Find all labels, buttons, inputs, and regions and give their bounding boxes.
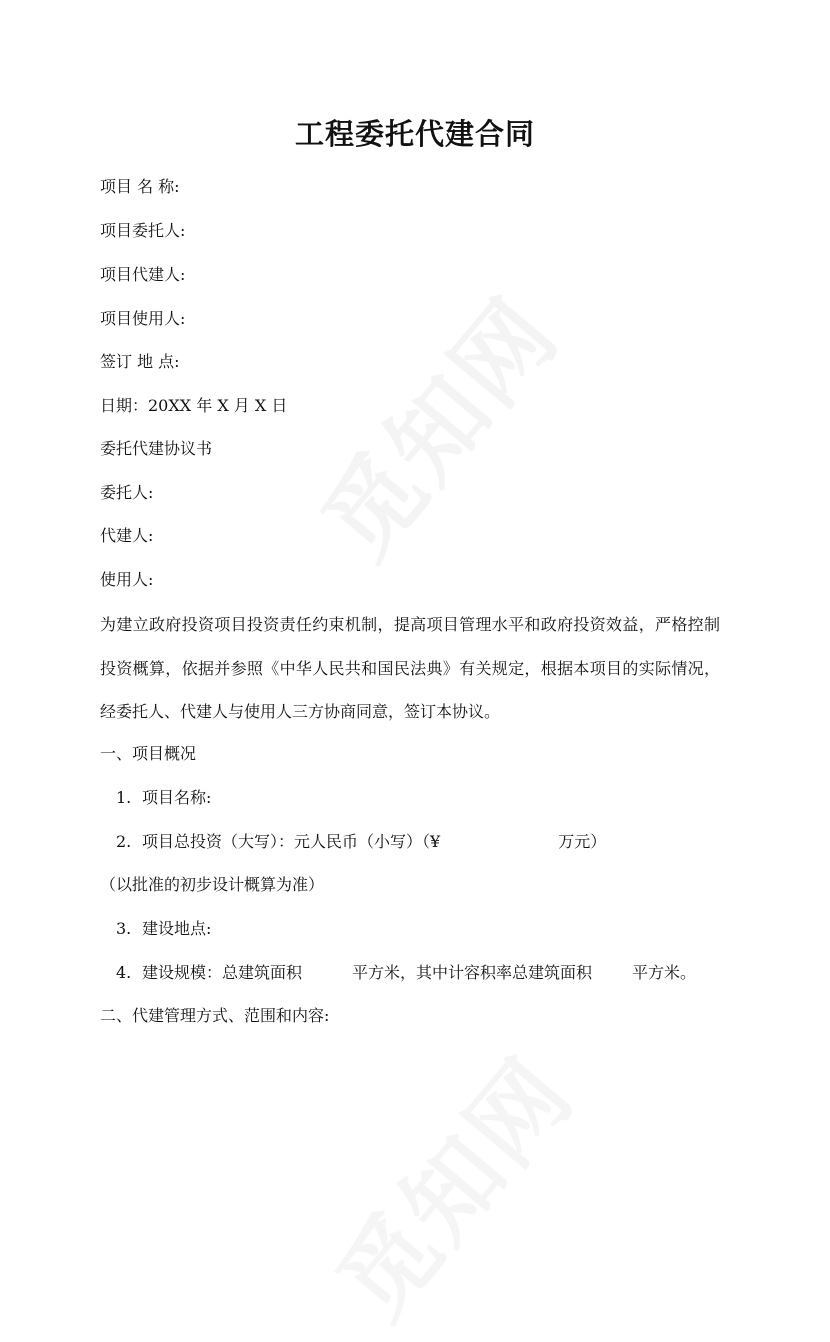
- section2-heading: 二、代建管理方式、范围和内容:: [100, 1006, 330, 1025]
- field-project-name: 项目 名 称:: [100, 177, 180, 196]
- section1-item4: [116, 962, 696, 984]
- agreement-title: 委托代建协议书: [100, 439, 213, 458]
- item-text: 项目总投资（大写）：元人民币（小写）（¥: [142, 832, 441, 851]
- section1-item3: [116, 918, 211, 940]
- field-project-agent: 项目代建人:: [100, 265, 186, 284]
- item-text-b: 平方米，其中计容积率总建筑面积: [352, 963, 593, 982]
- party-client: 委托人:: [100, 483, 154, 502]
- party-agent: 代建人:: [100, 526, 154, 545]
- field-project-user: 项目使用人:: [100, 309, 186, 328]
- field-project-client: 项目委托人:: [100, 221, 186, 240]
- watermark: [286, 265, 584, 583]
- item-number: 4.: [116, 963, 132, 982]
- section1-item1: [116, 787, 211, 809]
- party-user: 使用人:: [100, 570, 154, 589]
- item-unit: 万元）: [558, 832, 607, 851]
- document-title: 工程委托代建合同: [294, 117, 535, 151]
- item-text: 项目名称:: [142, 788, 212, 807]
- watermark-bottom: [301, 1025, 599, 1342]
- item-text-c: 平方米。: [632, 963, 697, 982]
- item-number: 3.: [116, 919, 132, 938]
- field-signing-location: 签订 地 点:: [100, 352, 180, 371]
- section1-item2: [116, 831, 606, 853]
- section1-item2-note: （以批准的初步设计概算为准）: [100, 875, 325, 894]
- item-number: 1.: [116, 788, 132, 807]
- item-text: 建设地点:: [142, 919, 212, 938]
- item-number: 2.: [116, 832, 132, 851]
- section1-heading: 一、项目概况: [100, 744, 197, 763]
- preamble-paragraph: 为建立政府投资项目投资责任约束机制，提高项目管理水平和政府投资效益，严格控制投资概算，依据并参照《中华人民共和国民法典》有关规定，根据本项目的实际情况，经委托人、代建人与使用人三方协商同意，签订本协议。: [100, 615, 720, 721]
- item-text-a: 建设规模：总建筑面积: [142, 963, 303, 982]
- field-date: 日期：20XX 年 X 月 X 日: [100, 396, 288, 415]
